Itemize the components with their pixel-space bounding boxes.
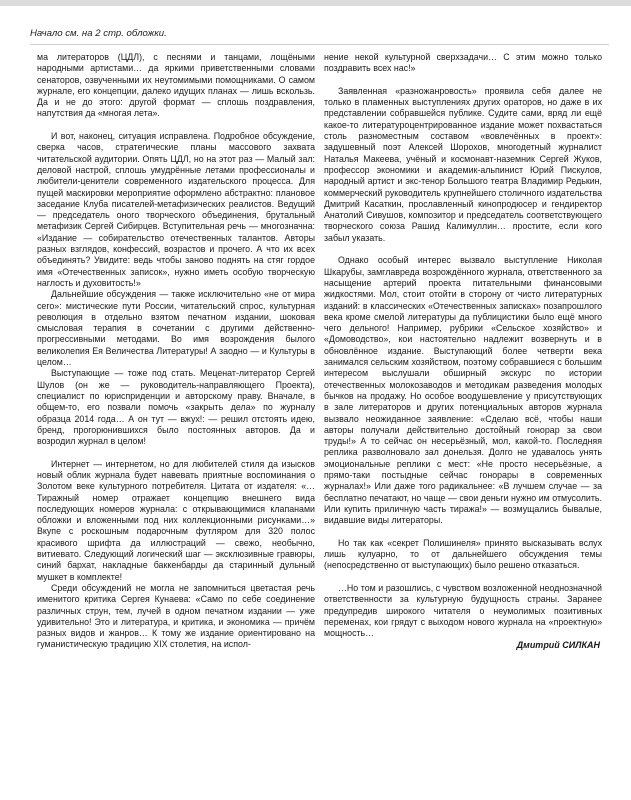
paragraph: И вот, наконец, ситуация исправлена. Подробное обсуждение, сверка часов, стратегические планы массового захвата читательской аудитории. Опять ЦДЛ, но на этот раз — Малый зал: деловой настрой, сплошь умудрённые летами профессионалы и любители-ценители современного издательского процесса. Для пущей маскировки мероприятие оформлено абстрактно: плановое заседание Клуба писателей-метафизических реалистов. Ведущий — председатель оного творческого объединения, брутальный метафизик Сергей Сибирцев. Вступительная речь — многозначна: «Издание — собирательство отечественных талантов. Авторы разных взглядов, конфессий, возрастов и прочего. А что их всех объединять? Увидите: ведь чтобы заново поднять на стяг гордое имя «Отечественных записок», нужно иметь особую творческую наглость и духовитость!» <box>37 131 315 288</box>
paragraph: нение некой культурной сверхзадачи… С этим можно только поздравить всех нас!» <box>324 52 602 74</box>
paragraph: Но так как «секрет Полишинеля» принято высказывать вслух лишь кулуарно, то от дальнейшего обсуждения темы (непосредственно от выступающих) было решено отказаться. <box>324 537 602 571</box>
paragraph: Выступающие — тоже под стать. Меценат-литератор Сергей Шулов (он же — руководитель-направляющего Проекта), специалист по юрисприденции и авторскому праву. Вначале, в общем-то, его позвали помочь «закрыть дела» по журналу образца 2014 года… А он тут — вжух!: — решил отстоять идею, бренд, прогорюнившихся было постоянных авторов. Да и возродил журнал в целом! <box>37 368 315 447</box>
article-column-left <box>37 52 315 792</box>
paragraph: Интернет — интернетом, но для любителей стиля да изысков новый облик журнала будет навевать приятные воспоминания о Золотом веке культурного потребителя. Цитата от издателя: «…Тиражный номер отражает концепцию внешнего вида последующих номеров журнала: с открывающимися клапанами обложки и вложенными под них коллекционными рисунками…» Вкупе с роскошным подарочным футляром для 320 полос красивого шрифта да иллюстраций — свежо, необычно, витиевато. Следующий логический шаг — эксклюзивные гравюры, синий бархат, накладные баккенбарды да старинный дульный мушкет в комплекте! <box>37 458 315 582</box>
paragraph: ма литераторов (ЦДЛ), с песнями и танцами, лощёными народными артистами… да яркими приветственными словами сенаторов, озвученными их неутомимыми помощниками. О самом журнале, его концепции, далеко идущих планах — лишь вскользь. Да и не до этого: другой формат — сплошь поздравления, напутствия да «многая лета». <box>37 52 315 119</box>
author-signature: Дмитрий СИЛКАН <box>516 640 600 651</box>
paragraph: Дальнейшие обсуждения — также исключительно «не от мира сего»: мистические пути России, читательский спрос, культурная революция в отдельно взятом печатном издании, шоковая смысловая терапия в сочетании с другими действенно-прогрессивными методами. Во имя возрождения былого великолепия Ея Величества Литературы! А заодно — и Культуры в целом… <box>37 289 315 368</box>
paragraph: …Но том и разошлись, с чувством возложенной неоднозначной ответственности за культурную будущность страны. Заранее предупредив широкого читателя о неумолимых позитивных переменах, кои грядут с выходом нового журнала на «проектную» мощность… <box>324 582 602 639</box>
top-border <box>0 0 631 6</box>
header-rule <box>30 44 609 45</box>
paragraph: Заявленная «разножанровость» проявила себя далее не только в пламенных выступлениях других ораторов, но даже в их представлении собравшейся публике. Судите сами, вряд ли ещё какое-то литературоцентрированное издание может похвастаться столь разноместным составом «вовлечённых в проект»: задушевный поэт Алексей Шорохов, многодетный журналист Наталья Макеева, учёный и космонавт-наземник Сергей Жуков, профессор экономики и академик-альпинист Юрий Пискулов, народный артист и экс-тенор Большого театра Владимир Редькин, коммерческий руководитель крупнейшего столичного издательства Дмитрий Касаткин, прославленный кинопродюсер и гендиректор Анатолий Сивушов, композитор и председатель соответствующего творческого союза Рашид Калимуллин… простите, если кого забыл указать. <box>324 85 602 243</box>
continuation-note: Начало см. на 2 стр. обложки. <box>30 28 167 39</box>
paragraph: Среди обсуждений не могла не запомниться цветастая речь именитого критика Сергея Кунаева: «Само по себе соединение различных струн, тем, лучей в одном печатном издании — уже удивительно! Это и литература, и критика, и экономика — причём разных видов и жанров… К тому же издание ориентировано на гуманистическую традицию XIX столетия, на испол- <box>37 582 315 650</box>
paragraph: Однако особый интерес вызвало выступление Николая Шкарубы, замглавреда возрождённого журнала, ответственного за насыщение артерий проекта питательными финансовыми жидкостями. Мол, стоит отойти в сторону от чисто литературных изданий: в классических «Отечественных записках» позапрошлого века кроме смелой литературы да публицистики было ещё много чего дельного! Например, рубрики «Сельское хозяйство» и «Домоводство», кои настоятельно надлежит возвернуть и в обновлённое издание. Выступающий более четверти века занимался сельским хозяйством, поэтому собравшиеся с большим интересом выслушали обширный экскурс по истории отечественных молокозаводов и методикам разведения молодых бычков на продажу. Но особое воодушевление у присутствующих в зале литераторов и других потенциальных авторов журнала вызвало неожиданное заявление: «Сделаю всё, чтобы наши авторы получали действительно достойный гонорар за свои труды!» А то сейчас он несерьёзный, мол, какой-то. Последняя реплика разволновало зал донельзя. Долго не удавалось унять эмоциональные реплики с мест: «Не просто несерьёзные, а прямо-таки постыдные сейчас гонорары в современных журналах!» Или даже того радикальнее: «В лучшем случае — за бесплатно печатают, но чаще — свои деньги нужно им отмусолить. Или купить приличную часть тиража!» — возмущались бывалые, видавшие виды литераторы. <box>324 255 602 526</box>
article-column-right <box>324 52 602 792</box>
